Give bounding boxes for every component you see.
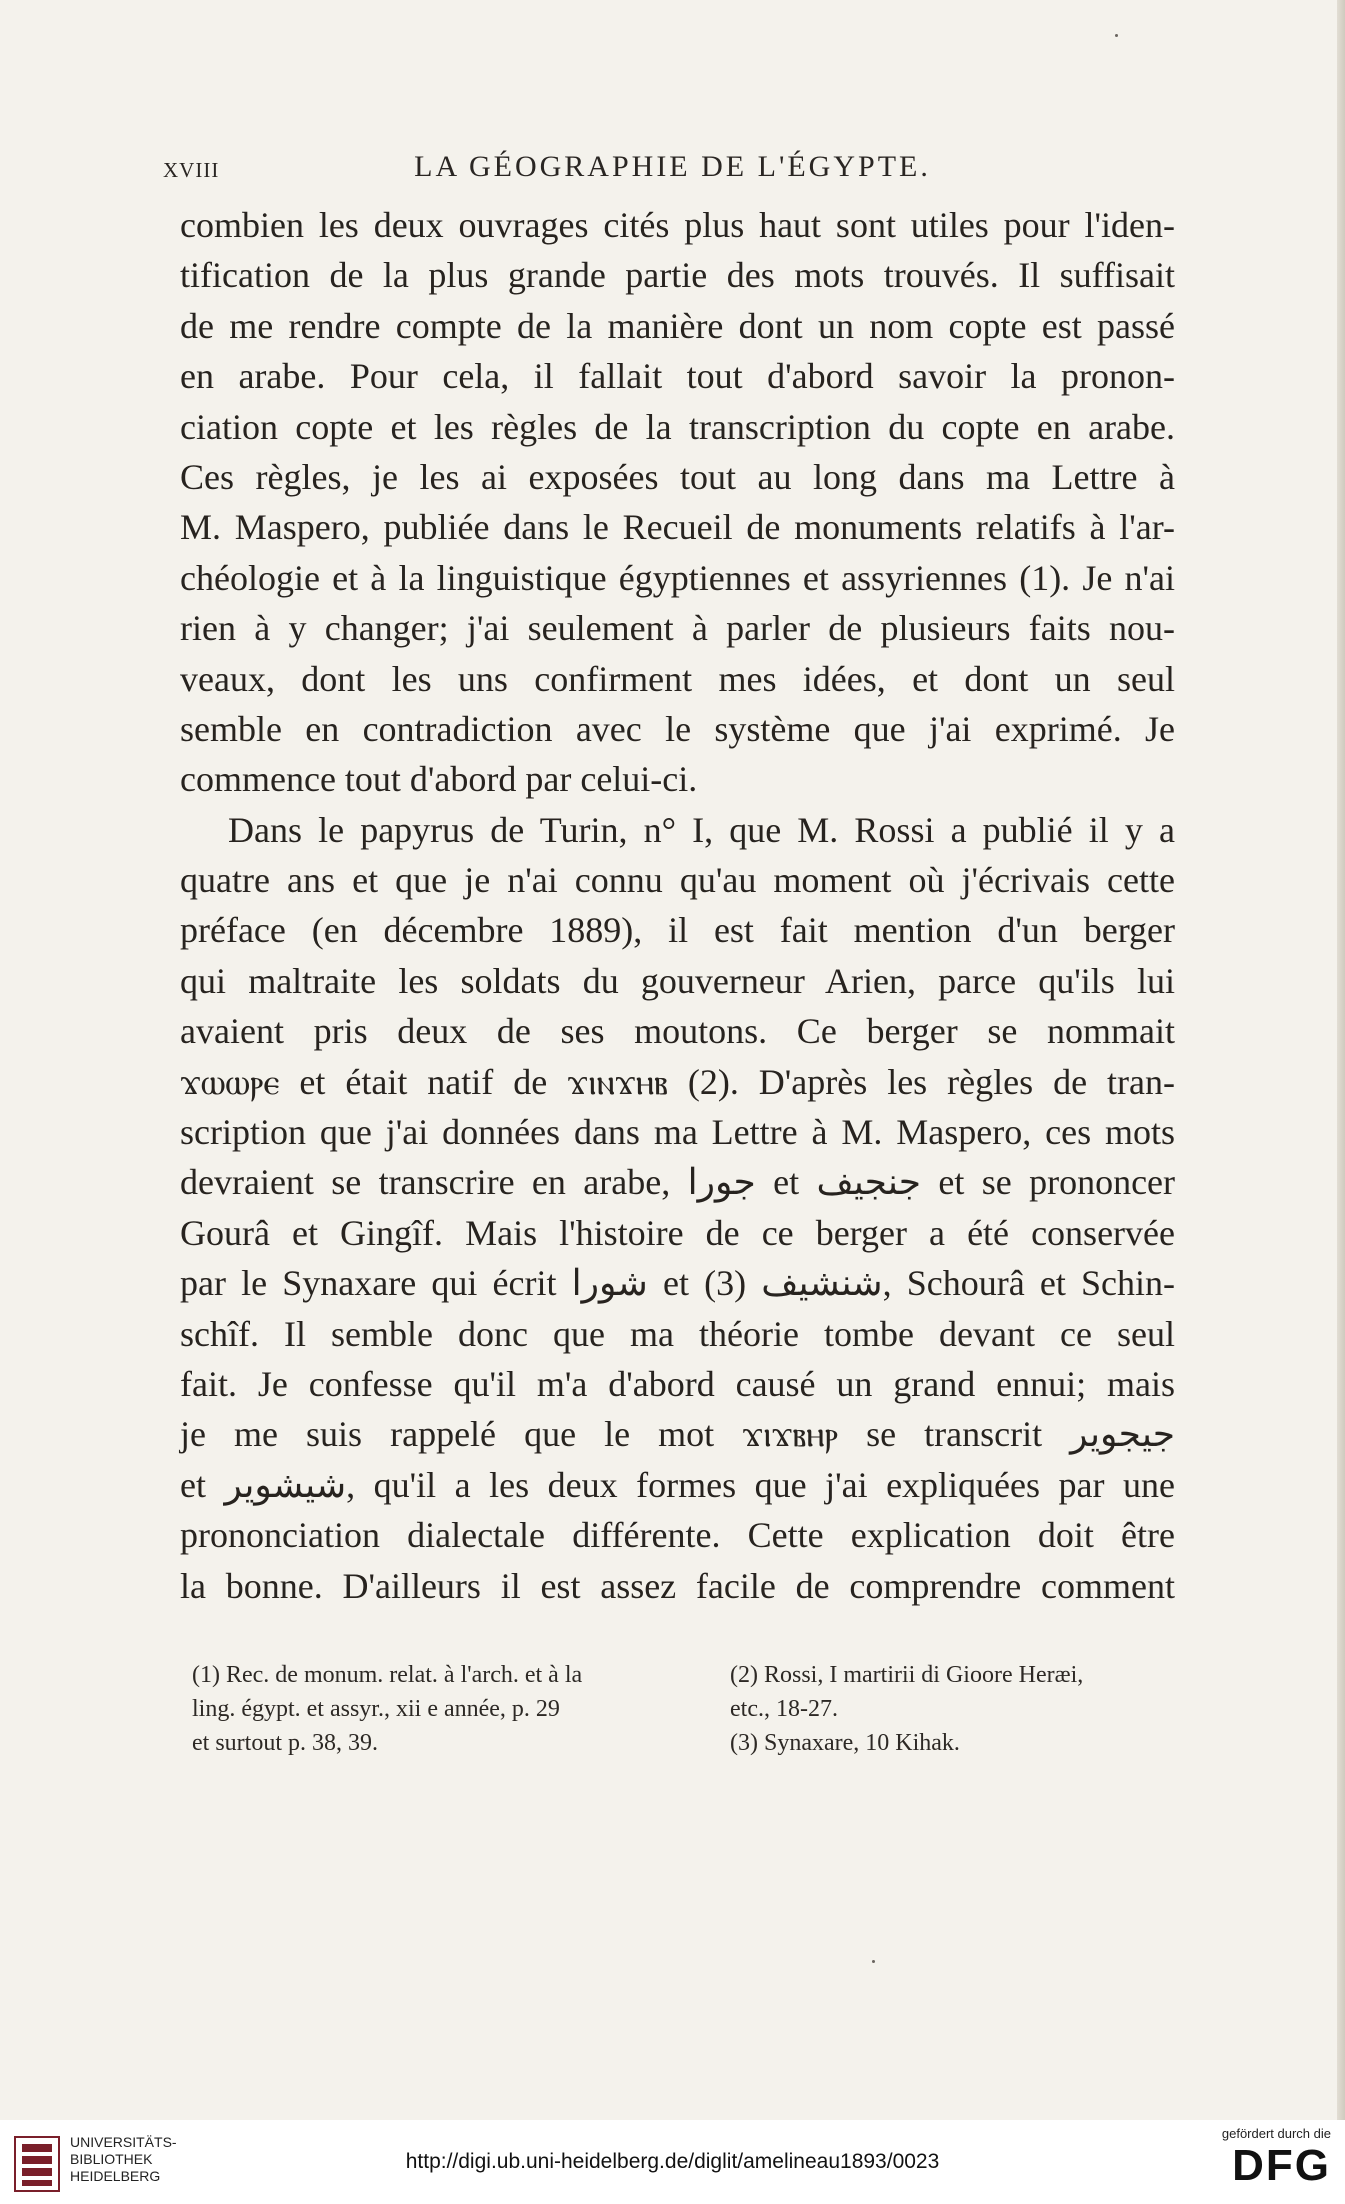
sponsor-note: gefördert durch die (1221, 2126, 1331, 2141)
permalink[interactable]: http://digi.ub.uni-heidelberg.de/diglit/amelineau1893/0023 (405, 2150, 940, 2173)
speck-mark (1115, 34, 1118, 37)
text-line: Dans le papyrus de Turin, n° I, que M. Rossi a publié il y a (228, 809, 1175, 850)
text-line: semble en contradiction avec le système que j'ai exprimé. Je (180, 708, 1175, 749)
text-line: M. Maspero, publiée dans le Recueil de monuments relatifs à l'ar- (180, 507, 1175, 548)
page-title: LA GÉOGRAPHIE DE L'ÉGYPTE. (414, 150, 931, 183)
text-line: avaient pris deux de ses moutons. Ce berger se nommait (180, 1011, 1175, 1052)
footnote-line: (2) Rossi, I martirii di Gioore Heræi, (730, 1662, 1084, 1688)
text-line: Gourâ et Gingîf. Mais l'histoire de ce berger a été conservée (180, 1212, 1175, 1253)
footnote-line: et surtout p. 38, 39. (192, 1730, 378, 1756)
sponsor-logo[interactable] (1181, 2126, 1331, 2191)
text-line: fait. Je confesse qu'il m'a d'abord causé un grand ennui; mais (180, 1363, 1175, 1404)
viewer-footer (0, 2120, 1345, 2204)
text-line: ciation copte et les règles de la transcription du copte en arabe. (180, 406, 1175, 447)
text-line: préface (en décembre 1889), il est fait mention d'un berger (180, 910, 1175, 951)
footnote-line: etc., 18-27. (730, 1696, 838, 1722)
text-line: scription que j'ai données dans ma Lettre à M. Maspero, ces mots (180, 1112, 1175, 1153)
text-line: chéologie et à la linguistique égyptiennes et assyriennes (1). Je n'ai (180, 557, 1175, 598)
text-line: la bonne. D'ailleurs il est assez facile de comprendre comment (180, 1565, 1175, 1606)
text-line: schîf. Il semble donc que ma théorie tombe devant ce seul (180, 1313, 1175, 1354)
body-text (180, 200, 1175, 1611)
text-line: rien à y changer; j'ai seulement à parler de plusieurs faits nou- (180, 608, 1175, 649)
footnote-line: ling. égypt. et assyr., xii e année, p. 29 (192, 1696, 560, 1722)
text-line: je me suis rappelé que le mot ϫⲓϫⲃⲏⲣ se transcrit جيجوير (180, 1414, 1175, 1455)
running-head (0, 150, 1345, 190)
page-number: XVIII (163, 158, 220, 182)
page-edge (1337, 0, 1345, 2120)
text-line: prononciation dialectale différente. Cette explication doit être (180, 1515, 1175, 1556)
speck-mark (872, 1960, 875, 1963)
text-line: commence tout d'abord par celui-ci. (180, 759, 698, 800)
text-line: de me rendre compte de la manière dont un nom copte est passé (180, 305, 1175, 346)
library-name-line: HEIDELBERG (70, 2168, 161, 2184)
library-name-line: BIBLIOTHEK (70, 2151, 153, 2167)
text-line: devraient se transcrire en arabe, جورا et جنجيف et se prononcer (180, 1162, 1176, 1203)
text-line: en arabe. Pour cela, il fallait tout d'abord savoir la pronon- (180, 356, 1175, 397)
text-line: qui maltraite les soldats du gouverneur Arien, parce qu'ils lui (180, 960, 1175, 1001)
text-line: par le Synaxare qui écrit شورا et شنشيف (3), Schourâ et Schin- (180, 1263, 1176, 1304)
text-line: veaux, dont les uns confirment mes idées, et dont un seul (180, 658, 1175, 699)
text-line: Ces règles, je les ai exposées tout au long dans ma Lettre à (180, 456, 1175, 497)
library-name-line: UNIVERSITÄTS- (70, 2134, 177, 2150)
text-line: quatre ans et que je n'ai connu qu'au moment où j'écrivais cette (180, 860, 1175, 901)
footnote-column-left (192, 1658, 662, 1760)
text-line: combien les deux ouvrages cités plus haut sont utiles pour l'iden- (180, 205, 1175, 245)
footnote-column-right (730, 1658, 1180, 1760)
text-line: tification de la plus grande partie des mots trouvés. Il suffisait (180, 255, 1175, 296)
footnote-line: (3) Synaxare, 10 Kihak. (730, 1730, 960, 1756)
text-line: ϫⲱⲱⲣⲉ et était natif de ϫⲓⲛϫⲏⲃ (2). D'après les règles de tran- (180, 1061, 1175, 1102)
sponsor-name: DFG (1232, 2141, 1331, 2190)
footnote-line: (1) Rec. de monum. relat. à l'arch. et à la (192, 1662, 583, 1688)
text-line: et شيشوير, qu'il a les deux formes que j'ai expliquées par une (180, 1464, 1175, 1505)
